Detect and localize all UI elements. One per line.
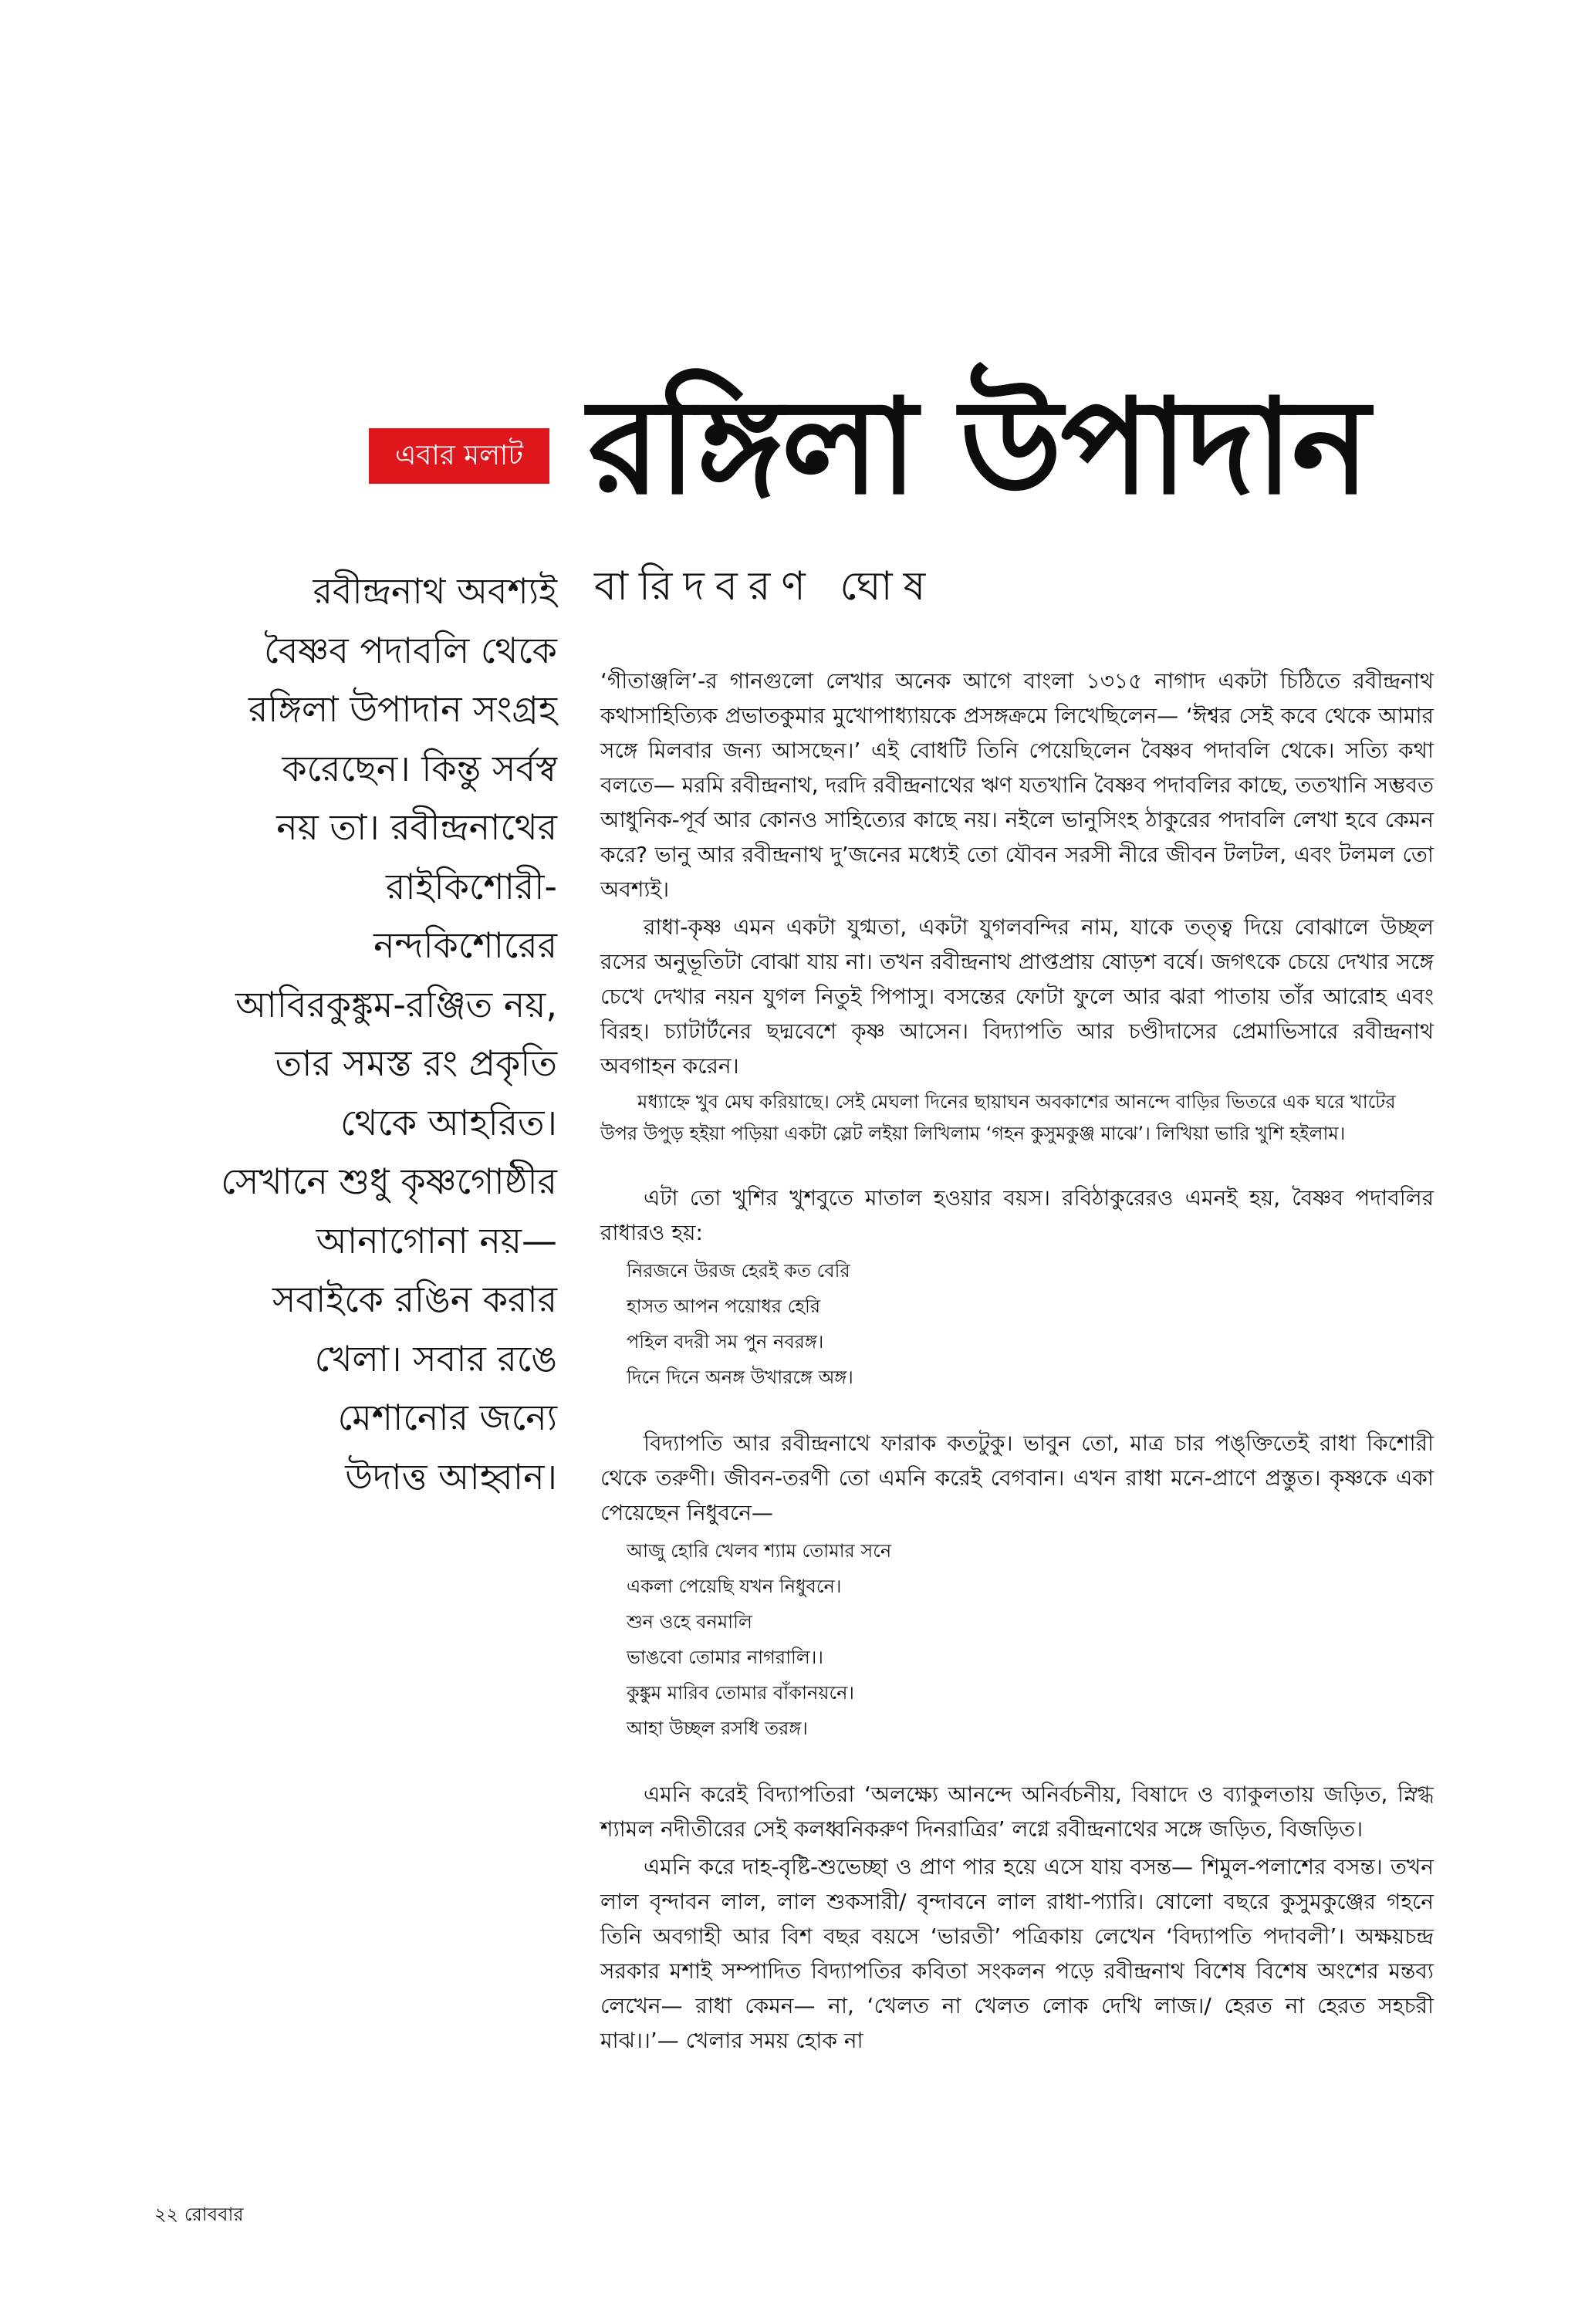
- pull-quote-line: সেখানে শুধু কৃষ্ণগোষ্ঠীর: [221, 1160, 557, 1202]
- body-paragraph: এমনি করে দাহ-বৃষ্টি-শুভেচ্ছা ও প্রাণ পার হয়ে এসে যায় বসন্ত— শিমুল-পলাশের বসন্ত। তখন লাল বৃন্দাবন লাল, লাল শুকসারী/ বৃন্দাবনে লাল রাধা-প্যারি। ষোলো বছরে কুসুমকুঞ্জের গহনে তিনি অবগাহী আর বিশ বছর বয়সে ‘ভারতী’ পত্রিকায় লেখেন ‘বিদ্যাপতি পদাবলী’। অক্ষয়চন্দ্র সরকার মশাই সম্পাদিত বিদ্যাপতির কবিতা সংকলন পড়ে রবীন্দ্রনাথ বিশেষ বিশেষ অংশের মন্তব্য লেখেন— রাধা কেমন— না, ‘খেলত না খেলত লোক দেখি লাজ।/ হেরত না হেরত সহচরী মাঝ।।’— খেলার সময় হোক না: [600, 1854, 1434, 2053]
- pull-quote-line: রাইকিশোরী-: [385, 865, 557, 907]
- block-quote: মধ্যাহ্নে খুব মেঘ করিয়াছে। সেই মেঘলা দিনের ছায়াঘন অবকাশের আনন্দে বাড়ির ভিতরে এক ঘরে খাটের উপর উপুড় হইয়া পড়িয়া একটা স্লেট লইয়া লিখিলাম ‘গহন কুসুমকুঞ্জ মাঝে’। লিখিয়া ভারি খুশি হইলাম।: [600, 1091, 1396, 1144]
- verse-line: দিনে দিনে অনঙ্গ উখারঙ্গে অঙ্গ।: [627, 1366, 853, 1388]
- body-paragraph: বিদ্যাপতি আর রবীন্দ্রনাথে ফারাক কতটুকু। ভাবুন তো, মাত্র চার পঙ্‌ক্তিতেই রাধা কিশোরী থেকে তরুণী। জীবন-তরণী তো এমনি করেই বেগবান। এখন রাধা মনে-প্রাণে প্রস্তুত। কৃষ্ণকে একা পেয়েছেন নিধুবনে—: [600, 1431, 1434, 1525]
- verse-line: হাসত আপন পয়োধর হেরি: [627, 1295, 821, 1317]
- pull-quote-line: আবিরকুঙ্কুম-রঞ্জিত নয়,: [235, 983, 557, 1025]
- article-title: রঙ্গিলা উপাদান: [588, 371, 1369, 524]
- body-paragraph: ‘গীতাঞ্জলি’-র গানগুলো লেখার অনেক আগে বাংলা ১৩১৫ নাগাদ একটা চিঠিতে রবীন্দ্রনাথ কথাসাহিত্যিক প্রভাতকুমার মুখোপাধ্যায়কে প্রসঙ্গক্রমে লিখেছিলেন— ‘ঈশ্বর সেই কবে থেকে আমার সঙ্গে মিলবার জন্য আসছেন।’ এই বোধটি তিনি পেয়েছিলেন বৈষ্ণব পদাবলি থেকে। সত্যি কথা বলতে— মরমি রবীন্দ্রনাথ, দরদি রবীন্দ্রনাথের ঋণ যতখানি বৈষ্ণব পদাবলির কাছে, ততখানি সম্ভবত আধুনিক-পূর্ব আর কোনও সাহিত্যের কাছে নয়। নইলে ভানুসিংহ ঠাকুরের পদাবলি লেখা হবে কেমন করে? ভানু আর রবীন্দ্রনাথ দু’জনের মধ্যেই তো যৌবন সরসী নীরে জীবন টলটল, এবং টলমল তো অবশ্যই।: [600, 668, 1434, 902]
- verse-line: একলা পেয়েছি যখন নিধুবনে।: [627, 1576, 842, 1597]
- pull-quote-line: করেছেন। কিন্তু সর্বস্ব: [282, 747, 557, 789]
- pull-quote-line: বৈষ্ণব পদাবলি থেকে: [264, 629, 557, 671]
- verse-block: [627, 1253, 1434, 1395]
- verse-block: [627, 1533, 1434, 1746]
- pull-quote-line: খেলা। সবার রঙে: [314, 1337, 557, 1380]
- section-tag: এবার মলাট: [369, 428, 549, 484]
- pull-quote-line: রবীন্দ্রনাথ অবশ্যই: [313, 570, 557, 612]
- verse-line: ভাঙবো তোমার নাগরালি।।: [627, 1647, 823, 1668]
- verse-line: নিরজনে উরজ হেরই কত বেরি: [627, 1260, 850, 1282]
- pull-quote-line: রঙ্গিলা উপাদান সংগ্রহ: [248, 688, 557, 730]
- verse-line: আহা উচ্ছল রসধি তরঙ্গ।: [627, 1718, 808, 1739]
- author-byline: বারিদবরণ ঘোষ: [594, 563, 937, 610]
- body-paragraph: রাধা-কৃষ্ণ এমন একটা যুগ্মতা, একটা যুগলবন্দির নাম, যাকে তত্ত্ব দিয়ে বোঝালে উচ্ছল রসের অনুভূতিটা বোঝা যায় না। তখন রবীন্দ্রনাথ প্রাপ্তপ্রায় ষোড়শ বর্ষে। জগৎকে চেয়ে দেখার সঙ্গে চেখে দেখার নয়ন যুগল নিতুই পিপাসু। বসন্তের ফোটা ফুলে আর ঝরা পাতায় তাঁর আরোহ এবং বিরহ। চ্যাটার্টনের ছদ্মবেশে কৃষ্ণ আসেন। বিদ্যাপতি আর চণ্ডীদাসের প্রেমাভিসারে রবীন্দ্রনাথ অবগাহন করেন।: [600, 914, 1434, 1079]
- pull-quote: [154, 562, 557, 1506]
- page-folio: ২২ রোববার: [154, 2204, 244, 2225]
- verse-line: আজু হোরি খেলব শ্যাম তোমার সনে: [627, 1540, 892, 1562]
- pull-quote-line: উদাত্ত আহ্বান।: [345, 1455, 557, 1498]
- pull-quote-line: তার সমস্ত রং প্রকৃতি: [275, 1042, 557, 1084]
- body-paragraph: এমনি করেই বিদ্যাপতিরা ‘অলক্ষ্যে আনন্দে অনির্বচনীয়, বিষাদে ও ব্যাকুলতায় জড়িত, স্নিগ্ধ শ্যামল নদীতীরের সেই কলধ্বনিকরুণ দিনরাত্রির’ লগ্নে রবীন্দ্রনাথের সঙ্গে জড়িত, বিজড়িত।: [600, 1782, 1434, 1842]
- verse-line: পহিল বদরী সম পুন নবরঙ্গ।: [627, 1331, 824, 1353]
- pull-quote-line: মেশানোর জন্যে: [337, 1397, 557, 1438]
- body-paragraph: এটা তো খুশির খুশবুতে মাতাল হওয়ার বয়স। রবিঠাকুরেরও এমনই হয়, বৈষ্ণব পদাবলির রাধারও হয়:: [600, 1185, 1434, 1245]
- pull-quote-line: আনাগোনা নয়—: [316, 1219, 557, 1262]
- pull-quote-line: থেকে আহরিত।: [340, 1101, 557, 1143]
- pull-quote-line: নন্দকিশোরের: [373, 924, 557, 966]
- verse-line: কুঙ্কুম মারিব তোমার বাঁকানয়নে।: [627, 1682, 855, 1704]
- article-body: [600, 664, 1434, 2061]
- verse-line: শুন ওহে বনমালি: [627, 1611, 752, 1633]
- pull-quote-line: সবাইকে রঙিন করার: [272, 1279, 557, 1320]
- pull-quote-line: নয় তা। রবীন্দ্রনাথের: [276, 806, 557, 848]
